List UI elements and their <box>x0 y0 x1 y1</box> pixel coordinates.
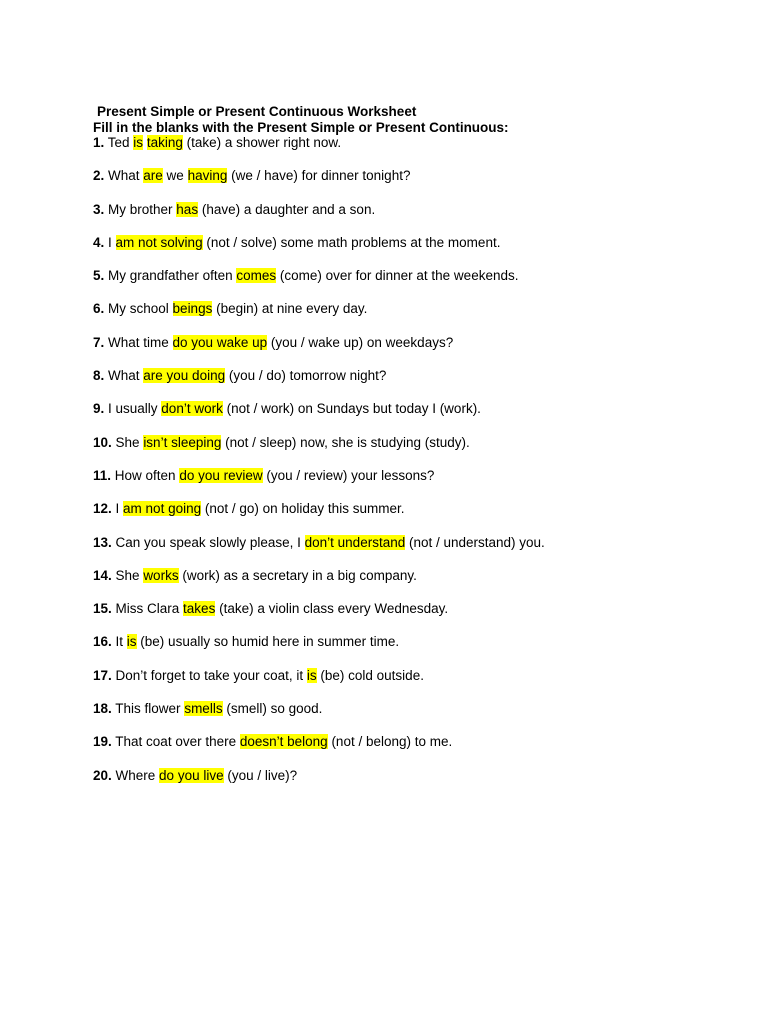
highlighted-answer: are <box>143 168 163 184</box>
highlighted-answer: taking <box>146 135 183 150</box>
highlighted-answer: do you wake up <box>172 334 268 350</box>
question-number: 8. <box>93 368 105 384</box>
question-item <box>93 701 753 717</box>
question-number: 7. <box>93 334 105 350</box>
highlighted-answer: takes <box>183 601 216 617</box>
question-number: 5. <box>93 268 105 284</box>
highlighted-answer: has <box>176 201 199 217</box>
question-text: I usually <box>104 401 162 417</box>
question-text: She <box>111 567 144 583</box>
question-item <box>93 335 753 351</box>
question-text: My brother <box>104 201 177 217</box>
question-item <box>93 634 753 650</box>
question-text: Can you speak slowly please, I <box>111 534 305 550</box>
question-text: What time <box>104 334 173 350</box>
highlighted-answer: having <box>187 168 228 184</box>
question-item <box>93 301 753 317</box>
highlighted-answer: do you review <box>179 467 263 483</box>
question-text: My grandfather often <box>104 268 237 284</box>
highlighted-answer: beings <box>172 301 213 317</box>
question-text: (not / go) on holiday this summer. <box>201 501 405 517</box>
question-number: 20. <box>93 767 112 783</box>
question-text: (you / live)? <box>223 767 298 783</box>
question-text: That coat over there <box>111 734 240 750</box>
highlighted-answer: are you doing <box>143 368 226 384</box>
question-number: 18. <box>93 701 112 717</box>
question-item <box>93 268 753 284</box>
question-text: (not / work) on Sundays but today I (work). <box>222 401 481 417</box>
question-item <box>93 468 753 484</box>
question-text: (smell) so good. <box>222 701 323 717</box>
highlighted-answer: don’t work <box>161 401 223 417</box>
highlighted-answer: is <box>133 135 144 150</box>
question-text: (not / belong) to me. <box>327 734 453 750</box>
highlighted-answer: doesn’t belong <box>239 734 328 750</box>
question-item <box>93 368 753 384</box>
question-text: (not / understand) you. <box>405 534 545 550</box>
highlighted-answer: smells <box>184 701 223 717</box>
question-text: Where <box>111 767 160 783</box>
question-number: 3. <box>93 201 105 217</box>
question-item <box>93 535 753 551</box>
question-item <box>93 135 753 151</box>
question-item <box>93 202 753 218</box>
question-text: This flower <box>111 701 185 717</box>
question-text: I <box>104 234 116 250</box>
highlighted-answer: isn’t sleeping <box>143 434 222 450</box>
question-text: I <box>111 501 124 517</box>
question-text: Don’t forget to take your coat, it <box>111 667 307 683</box>
question-text: (not / sleep) now, she is studying (study). <box>221 434 470 450</box>
question-text: How often <box>111 467 180 483</box>
question-number: 16. <box>93 634 112 650</box>
question-item <box>93 168 753 184</box>
question-text: (begin) at nine every day. <box>212 301 368 317</box>
question-list <box>93 135 753 784</box>
question-text: She <box>111 434 144 450</box>
worksheet-title: Present Simple or Present Continuous Worksheet <box>97 104 417 119</box>
question-text: (come) over for dinner at the weekends. <box>276 268 519 284</box>
question-item <box>93 601 753 617</box>
question-text: (be) cold outside. <box>316 667 424 683</box>
highlighted-answer: don’t understand <box>304 534 406 550</box>
question-number: 14. <box>93 567 112 583</box>
question-item <box>93 435 753 451</box>
question-text: (work) as a secretary in a big company. <box>178 567 417 583</box>
highlighted-answer: comes <box>236 268 277 284</box>
worksheet-instructions: Fill in the blanks with the Present Simple or Present Continuous: <box>93 120 509 135</box>
question-text: What <box>104 168 144 184</box>
question-text: Ted <box>104 135 134 150</box>
question-number: 13. <box>93 534 112 550</box>
question-text: (you / wake up) on weekdays? <box>267 334 454 350</box>
highlighted-answer: works <box>143 567 179 583</box>
question-text: What <box>104 368 144 384</box>
highlighted-answer: am not solving <box>115 234 203 250</box>
worksheet-page <box>93 103 753 801</box>
highlighted-answer: do you live <box>159 767 224 783</box>
question-number: 2. <box>93 168 105 184</box>
question-number: 1. <box>93 135 105 150</box>
question-number: 11. <box>93 467 112 483</box>
question-text: (take) a shower right now. <box>182 135 342 150</box>
highlighted-answer: is <box>126 634 137 650</box>
question-number: 4. <box>93 234 105 250</box>
highlighted-answer: is <box>306 667 317 683</box>
question-text: (be) usually so humid here in summer time. <box>136 634 400 650</box>
question-item <box>93 734 753 750</box>
question-item <box>93 568 753 584</box>
question-item <box>93 401 753 417</box>
question-number: 10. <box>93 434 112 450</box>
question-number: 12. <box>93 501 112 517</box>
question-text: we <box>162 168 188 184</box>
question-number: 19. <box>93 734 112 750</box>
question-text: (you / do) tomorrow night? <box>225 368 387 384</box>
question-text: (take) a violin class every Wednesday. <box>215 601 449 617</box>
highlighted-answer: am not going <box>123 501 202 517</box>
question-item <box>93 768 753 784</box>
question-number: 15. <box>93 601 112 617</box>
question-text: (not / solve) some math problems at the moment. <box>202 234 501 250</box>
question-number: 9. <box>93 401 105 417</box>
question-text: (you / review) your lessons? <box>262 467 435 483</box>
question-item <box>93 668 753 684</box>
question-text: My school <box>104 301 173 317</box>
question-item <box>93 235 753 251</box>
question-text: Miss Clara <box>111 601 184 617</box>
question-text: (we / have) for dinner tonight? <box>227 168 411 184</box>
question-text: It <box>111 634 127 650</box>
question-number: 17. <box>93 667 112 683</box>
question-item <box>93 501 753 517</box>
question-number: 6. <box>93 301 105 317</box>
question-text: (have) a daughter and a son. <box>198 201 376 217</box>
